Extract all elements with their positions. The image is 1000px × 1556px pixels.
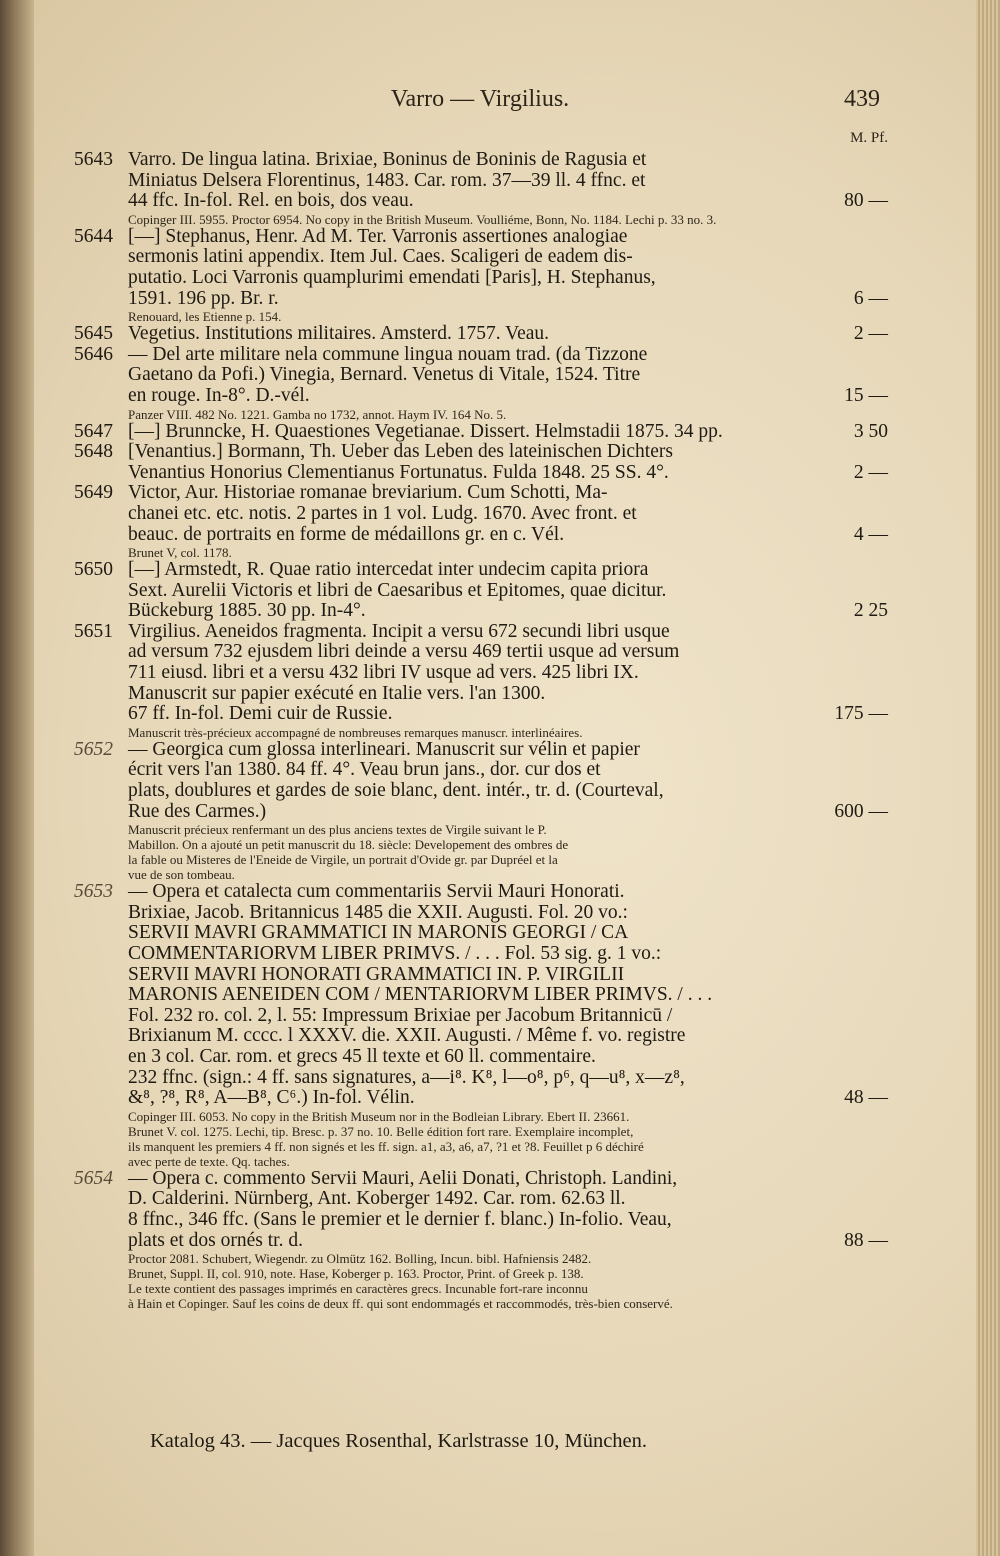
lot-number: 5645 [74, 323, 113, 345]
entry-line [0, 171, 1000, 192]
entry-text: Renouard, les Etienne p. 154. [128, 309, 282, 325]
entry-line [0, 386, 1000, 407]
entry-line [0, 1068, 1000, 1089]
lot-number: 5649 [74, 482, 113, 504]
entry-text: COMMENTARIORVM LIBER PRIMVS. / . . . Fol. 53 sig. g. 1 vo.: [128, 943, 662, 964]
price: 3 50 [853, 420, 888, 442]
entry-line [0, 1169, 1000, 1190]
entry-text: [—] Brunncke, H. Quaestiones Vegetianae. Dissert. Helmstadii 1875. 34 pp. [128, 420, 723, 442]
bibliographic-note-line [0, 837, 1000, 852]
entry-text: [Venantius.] Bormann, Th. Ueber das Leben des lateinischen Dichters [128, 441, 673, 463]
price: 4 — [853, 523, 888, 545]
entry-line [0, 247, 1000, 268]
entry-line [0, 781, 1000, 802]
entry-line [0, 1231, 1000, 1252]
entry-text: plats, doublures et gardes de soie blanc, dent. intér., tr. d. (Courteval, [128, 780, 664, 802]
entry-text: Manuscrit très-précieux accompagné de nombreuses remarques manuscr. interlinéaires. [128, 724, 583, 740]
bibliographic-note-line [0, 309, 1000, 324]
entry-line [0, 191, 1000, 212]
entry-text: Brunet, Suppl. II, col. 910, note. Hase, Koberger p. 163. Proctor, Print. of Greek p. 138. [128, 1266, 584, 1282]
price-column-header: M. Pf. [850, 130, 888, 146]
lot-number: 5646 [74, 343, 113, 365]
entry-text: Victor, Aur. Historiae romanae breviarium. Cum Schotti, Ma- [128, 482, 608, 504]
bibliographic-note-line [0, 1109, 1000, 1124]
entry-text: — Opera c. commento Servii Mauri, Aelii Donati, Christoph. Landini, [128, 1167, 678, 1189]
entry-line [0, 642, 1000, 663]
entry-line [0, 560, 1000, 581]
entry-line [0, 525, 1000, 546]
entry-line [0, 1006, 1000, 1027]
bibliographic-note-line [0, 822, 1000, 837]
price: 2 — [853, 461, 888, 483]
entry-line [0, 923, 1000, 944]
price: 80 — [844, 190, 888, 212]
entry-text: Brunet V. col. 1275. Lechi, tip. Bresc. p. 37 no. 10. Belle édition fort rare. Exemplaire incomplet, [128, 1123, 634, 1139]
entry-line [0, 227, 1000, 248]
entry-text: Copinger III. 6053. No copy in the British Museum nor in the Bodleian Library. Ebert II. 23661. [128, 1108, 630, 1124]
entry-line [0, 622, 1000, 643]
entry-line [0, 802, 1000, 823]
entry-text: 232 ffnc. (sign.: 4 ff. sans signatures, a—i⁸. K⁸, l—o⁸, p⁶, q—u⁸, x—z⁸, [128, 1066, 685, 1088]
entry-line [0, 944, 1000, 965]
price: 175 — [834, 703, 888, 725]
entry-line [0, 365, 1000, 386]
page-number: 439 [844, 86, 880, 112]
entry-line [0, 1210, 1000, 1231]
bibliographic-note-line [0, 1251, 1000, 1266]
catalog-entries [0, 150, 1000, 1311]
entry-text: [—] Stephanus, Henr. Ad M. Ter. Varronis assertiones analogiae [128, 225, 628, 247]
entry-line [0, 422, 1000, 443]
bibliographic-note-line [0, 1296, 1000, 1311]
entry-text: sermonis latini appendix. Item Jul. Caes. Scaligeri de eadem dis- [128, 246, 633, 268]
entry-text: la fable ou Misteres de l'Eneide de Virgile, un portrait d'Ovide gr. par Dupréel et la [128, 852, 558, 868]
entry-text: D. Calderini. Nürnberg, Ant. Koberger 1492. Car. rom. 62.63 ll. [128, 1188, 626, 1210]
lot-number: 5644 [74, 225, 113, 247]
entry-text: Virgilius. Aeneidos fragmenta. Incipit a versu 672 secundi libri usque [128, 620, 670, 642]
entry-text: 44 ffc. In-fol. Rel. en bois, dos veau. [128, 190, 414, 212]
bibliographic-note-line [0, 1139, 1000, 1154]
bibliographic-note-line [0, 545, 1000, 560]
price: 2 25 [853, 600, 888, 622]
bibliographic-note-line [0, 852, 1000, 867]
entry-line [0, 581, 1000, 602]
entry-text: Fol. 232 ro. col. 2, l. 55: Impressum Brixiae per Jacobum Britannicū / [128, 1004, 673, 1026]
entry-text: 8 ffnc., 346 ffc. (Sans le premier et le dernier f. blanc.) In-folio. Veau, [128, 1208, 672, 1230]
entry-text: écrit vers l'an 1380. 84 ff. 4°. Veau brun jans., dor. cur dos et [128, 759, 601, 781]
entry-text: 711 eiusd. libri et a versu 432 libri IV usque ad vers. 425 libri IX. [128, 662, 639, 684]
entry-text: Rue des Carmes.) [128, 800, 267, 822]
entry-text: Panzer VIII. 482 No. 1221. Gamba no 1732, annot. Haym IV. 164 No. 5. [128, 406, 507, 422]
bibliographic-note-line [0, 867, 1000, 882]
bibliographic-note-line [0, 1281, 1000, 1296]
bibliographic-note-line [0, 212, 1000, 227]
entry-line [0, 985, 1000, 1006]
entry-text: [—] Armstedt, R. Quae ratio intercedat inter undecim capita priora [128, 559, 649, 581]
entry-line [0, 345, 1000, 366]
entry-text: Manuscrit précieux renfermant un des plus anciens textes de Virgile suivant le P. [128, 822, 547, 838]
entry-text: Miniatus Delsera Florentinus, 1483. Car. rom. 37—39 ll. 4 ffnc. et [128, 169, 646, 191]
lot-number: 5643 [74, 149, 113, 170]
entry-line [0, 601, 1000, 622]
entry-text: à Hain et Copinger. Sauf les coins de deux ff. qui sont endommagés et raccommodés, très-bien conservé. [128, 1296, 673, 1312]
entry-text: Mabillon. On a ajouté un petit manuscrit du 18. siècle: Developement des ombres de [128, 837, 569, 853]
entry-line [0, 1189, 1000, 1210]
entry-text: Sext. Aurelii Victoris et libri de Caesaribus et Epitomes, quae dicitur. [128, 579, 667, 601]
entry-text: &⁸, ?⁸, R⁸, A—B⁸, C⁶.) In-fol. Vélin. [128, 1087, 415, 1109]
price: 15 — [844, 384, 888, 406]
entry-text: Varro. De lingua latina. Brixiae, Boninus de Boninis de Ragusia et [128, 149, 647, 170]
bibliographic-note-line [0, 1124, 1000, 1139]
entry-line [0, 740, 1000, 761]
bibliographic-note-line [0, 1154, 1000, 1169]
running-title: Varro — Virgilius. [390, 86, 570, 112]
entry-line [0, 663, 1000, 684]
entry-text: MARONIS AENEIDEN COM / MENTARIORVM LIBER PRIMVS. / . . . [128, 984, 713, 1006]
entry-text: Copinger III. 5955. Proctor 6954. No copy in the British Museum. Voulliéme, Bonn, No. 1184. Lechi p. 33 no. 3. [128, 211, 717, 227]
price: 600 — [834, 800, 888, 822]
entry-line [0, 684, 1000, 705]
entry-line [0, 760, 1000, 781]
entry-line [0, 882, 1000, 903]
entry-text: vue de son tombeau. [128, 867, 235, 883]
entry-line [0, 1026, 1000, 1047]
entry-text: Venantius Honorius Clementianus Fortunatus. Fulda 1848. 25 SS. 4°. [128, 461, 669, 483]
lot-number: 5650 [74, 559, 113, 581]
entry-text: Proctor 2081. Schubert, Wiegendr. zu Olmütz 162. Bolling, Incun. bibl. Hafniensis 2482. [128, 1251, 592, 1267]
price: 6 — [853, 287, 888, 309]
entry-line [0, 324, 1000, 345]
price: 2 — [853, 323, 888, 345]
bibliographic-note-line [0, 1266, 1000, 1281]
entry-line [0, 483, 1000, 504]
entry-text: Brunet V, col. 1178. [128, 545, 232, 561]
entry-text: en rouge. In-8°. D.-vél. [128, 384, 310, 406]
page-footer: Katalog 43. — Jacques Rosenthal, Karlstrasse 10, München. [150, 1430, 648, 1452]
entry-line [0, 704, 1000, 725]
lot-number: 5652 [74, 738, 113, 760]
entry-text: Brixianum M. cccc. l XXXV. die. XXII. Augusti. / Même f. vo. registre [128, 1025, 686, 1047]
entry-text: Bückeburg 1885. 30 pp. In-4°. [128, 600, 366, 622]
entry-text: chanei etc. etc. notis. 2 partes in 1 vol. Ludg. 1670. Avec front. et [128, 502, 637, 524]
entry-text: ad versum 732 ejusdem libri deinde a versu 469 tertii usque ad versum [128, 641, 680, 663]
lot-number: 5653 [74, 881, 113, 903]
entry-text: avec perte de texte. Qq. taches. [128, 1153, 290, 1169]
lot-number: 5654 [74, 1167, 113, 1189]
entry-text: 1591. 196 pp. Br. r. [128, 287, 279, 309]
entry-line [0, 463, 1000, 484]
entry-line [0, 1047, 1000, 1068]
entry-line [0, 504, 1000, 525]
entry-line [0, 903, 1000, 924]
entry-text: Brixiae, Jacob. Britannicus 1485 die XXII. Augusti. Fol. 20 vo.: [128, 901, 628, 923]
entry-line [0, 150, 1000, 171]
lot-number: 5648 [74, 441, 113, 463]
entry-text: Gaetano da Pofi.) Vinegia, Bernard. Venetus di Vitale, 1524. Titre [128, 364, 641, 386]
entry-text: — Opera et catalecta cum commentariis Servii Mauri Honorati. [128, 881, 625, 903]
entry-text: beauc. de portraits en forme de médaillons gr. en c. Vél. [128, 523, 565, 545]
entry-text: SERVII MAVRI HONORATI GRAMMATICI IN. P. VIRGILII [128, 963, 625, 985]
price: 48 — [844, 1087, 888, 1109]
entry-text: Manuscrit sur papier exécuté en Italie vers. l'an 1300. [128, 682, 546, 704]
entry-text: ils manquent les premiers 4 ff. non signés et les ff. sign. a1, a3, a6, a7, ?1 et ?8. Feuillet p 6 déchiré [128, 1138, 644, 1154]
entry-line [0, 442, 1000, 463]
entry-text: — Georgica cum glossa interlineari. Manuscrit sur vélin et papier [128, 738, 640, 760]
entry-text: plats et dos ornés tr. d. [128, 1229, 303, 1251]
entry-text: Le texte contient des passages imprimés en caractères grecs. Incunable fort-rare inconnu [128, 1281, 588, 1297]
entry-line [0, 268, 1000, 289]
lot-number: 5647 [74, 420, 113, 442]
entry-text: en 3 col. Car. rom. et grecs 45 ll texte et 60 ll. commentaire. [128, 1045, 596, 1067]
entry-text: Vegetius. Institutions militaires. Amsterd. 1757. Veau. [128, 323, 550, 345]
lot-number: 5651 [74, 620, 113, 642]
entry-line [0, 965, 1000, 986]
bibliographic-note-line [0, 725, 1000, 740]
page-header [0, 80, 1000, 120]
bibliographic-note-line [0, 407, 1000, 422]
price: 88 — [844, 1229, 888, 1251]
entry-text: SERVII MAVRI GRAMMATICI IN MARONIS GEORGI / CA [128, 922, 629, 944]
entry-line [0, 289, 1000, 310]
entry-text: 67 ff. In-fol. Demi cuir de Russie. [128, 703, 393, 725]
entry-text: — Del arte militare nela commune lingua nouam trad. (da Tizzone [128, 343, 648, 365]
entry-text: putatio. Loci Varronis quamplurimi emendati [Paris], H. Stephanus, [128, 266, 656, 288]
entry-line [0, 1088, 1000, 1109]
